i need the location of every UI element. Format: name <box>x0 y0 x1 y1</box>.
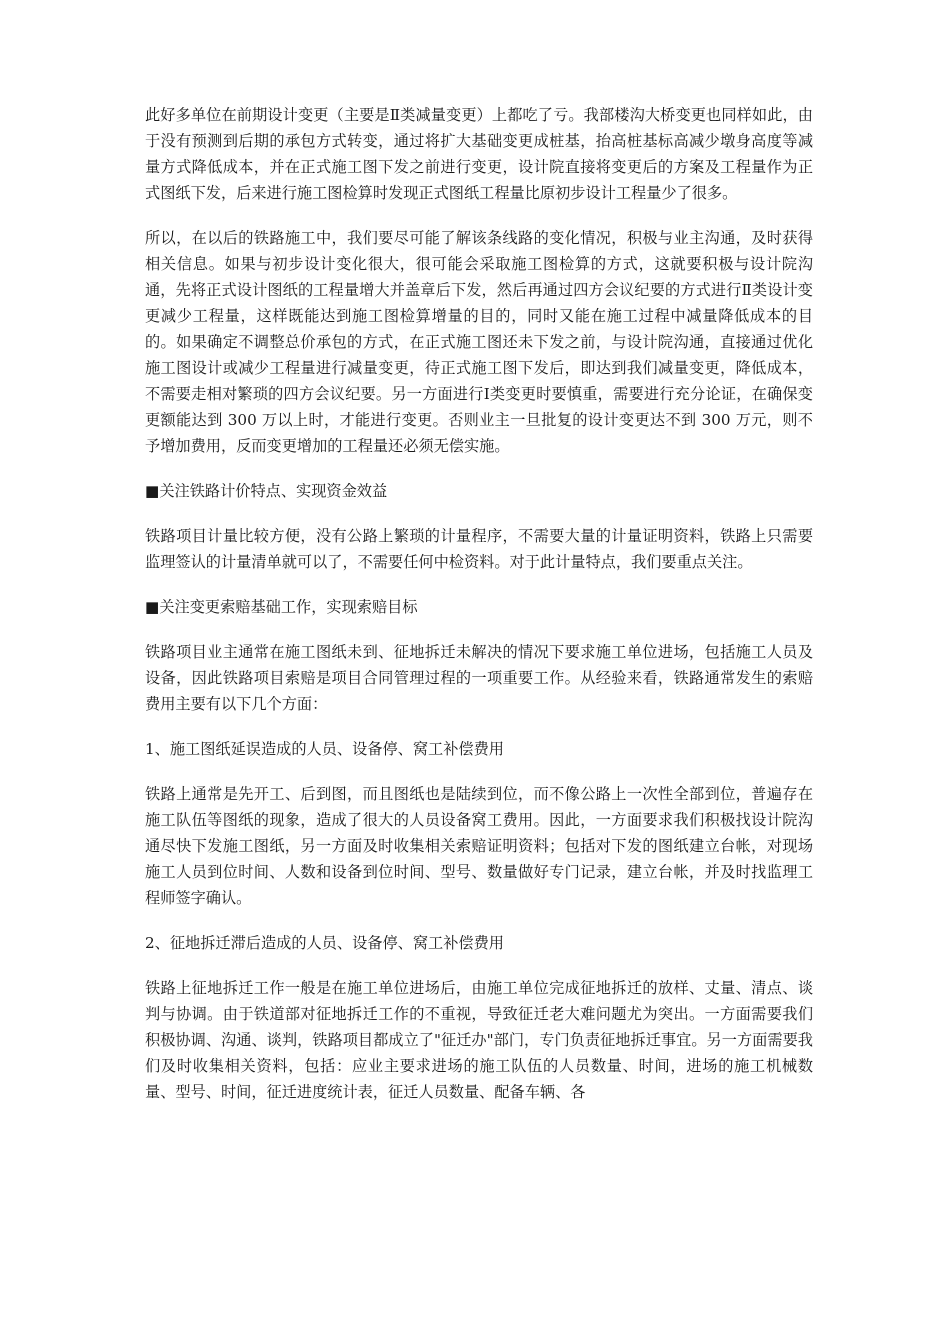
paragraph-design-change-loss: 此好多单位在前期设计变更（主要是Ⅱ类减量变更）上都吃了亏。我部楼沟大桥变更也同样如此，由于没有预测到后期的承包方式转变，通过将扩大基础变更成桩基，抬高桩基标高减少墩身高度等减量方式降低成本，并在正式施工图下发之前进行变更，设计院直接将变更后的方案及工程量作为正式图纸下发，后来进行施工图检算时发现正式图纸工程量比原初步设计工程量少了很多。 <box>145 106 813 202</box>
subheading-drawing-delay: 1、施工图纸延误造成的人员、设备停、窝工补偿费用 <box>145 740 504 758</box>
paragraph-future-construction-advice: 所以，在以后的铁路施工中，我们要尽可能了解该条线路的变化情况，积极与业主沟通，及时获得相关信息。如果与初步设计变化很大，很可能会采取施工图检算的方式，这就要积极与设计院沟通，先将正式设计图纸的工程量增大并盖章后下发，然后再通过四方会议纪要的方式进行Ⅱ类设计变更减少工程量，这样既能达到施工图检算增量的目的，同时又能在施工过程中减量降低成本的目的。如果确定不调整总价承包的方式，在正式施工图还未下发之前，与设计院沟通，直接通过优化施工图设计或减少工程量进行减量变更，待正式施工图下发后，即达到我们减量变更，降低成本，不需要走相对繁琐的四方会议纪要。另一方面进行Ⅰ类变更时要慎重，需要进行充分论证，在确保变更额能达到 300 万以上时，才能进行变更。否则业主一旦批复的设计变更达不到 300 万元，则不予增加费用，反而变更增加的工程量还必须无偿实施。 <box>145 229 813 455</box>
subheading-land-acquisition: 2、征地拆迁滞后造成的人员、设备停、窝工补偿费用 <box>145 934 504 952</box>
paragraph-measurement-features: 铁路项目计量比较方便，没有公路上繁琐的计量程序，不需要大量的计量证明资料，铁路上只需要监理签认的计量清单就可以了，不需要任何中检资料。对于此计量特点，我们要重点关注。 <box>145 527 813 571</box>
section-heading-claims: ■关注变更索赔基础工作，实现索赔目标 <box>145 598 418 616</box>
paragraph-claims-overview: 铁路项目业主通常在施工图纸未到、征地拆迁未解决的情况下要求施工单位进场，包括施工人员及设备，因此铁路项目索赔是项目合同管理过程的一项重要工作。从经验来看，铁路通常发生的索赔费用主要有以下几个方面： <box>145 643 813 713</box>
section-heading-pricing: ■关注铁路计价特点、实现资金效益 <box>145 482 388 500</box>
document-body <box>145 102 813 1124</box>
paragraph-drawing-delay: 铁路上通常是先开工、后到图，而且图纸也是陆续到位，而不像公路上一次性全部到位，普遍存在施工队伍等图纸的现象，造成了很大的人员设备窝工费用。因此，一方面要求我们积极找设计院沟通尽快下发施工图纸，另一方面及时收集相关索赔证明资料；包括对下发的图纸建立台帐，对现场施工人员到位时间、人数和设备到位时间、型号、数量做好专门记录，建立台帐，并及时找监理工程师签字确认。 <box>145 785 813 907</box>
paragraph-land-acquisition: 铁路上征地拆迁工作一般是在施工单位进场后，由施工单位完成征地拆迁的放样、丈量、清点、谈判与协调。由于铁道部对征地拆迁工作的不重视，导致征迁老大难问题尤为突出。一方面需要我们积极协调、沟通、谈判，铁路项目都成立了"征迁办"部门，专门负责征地拆迁事宜。另一方面需要我们及时收集相关资料，包括：应业主要求进场的施工队伍的人员数量、时间，进场的施工机械数量、型号、时间，征迁进度统计表，征迁人员数量、配备车辆、各 <box>145 979 813 1101</box>
